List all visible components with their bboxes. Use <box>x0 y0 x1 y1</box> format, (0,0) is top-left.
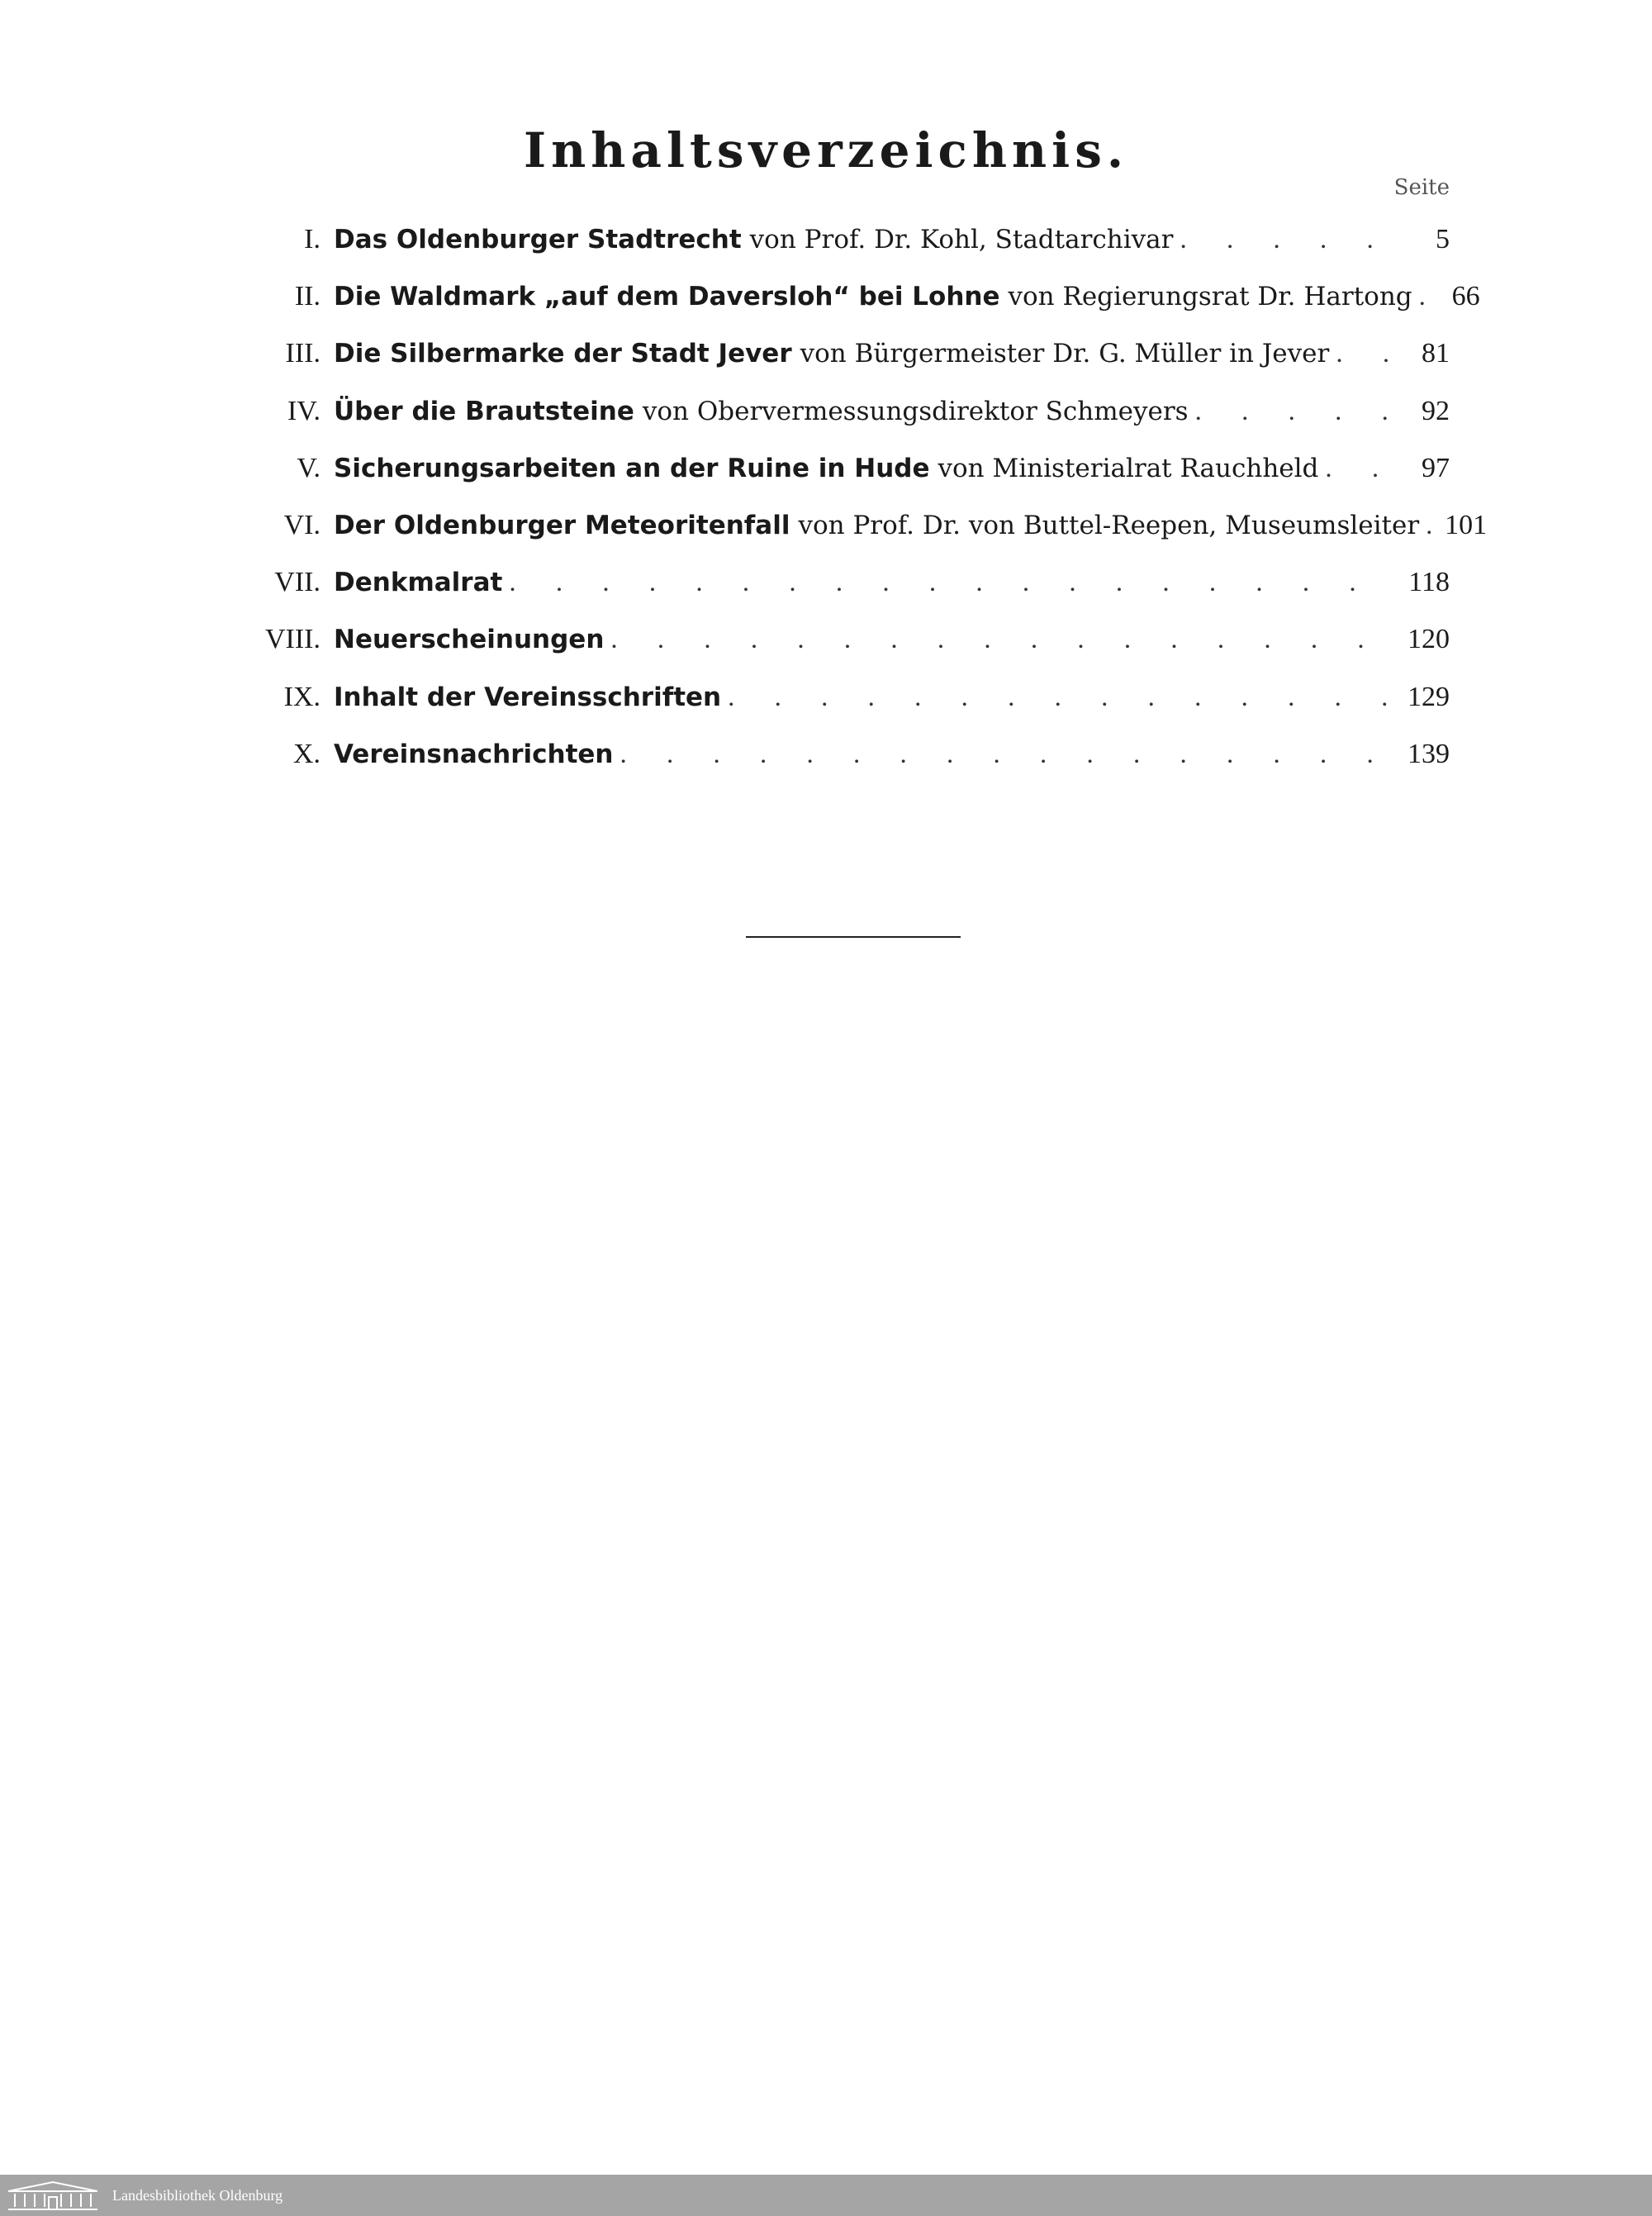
toc-entry-title: Das Oldenburger Stadtrecht <box>334 225 742 254</box>
toc-dot-leader <box>1329 326 1395 383</box>
toc-entry-2[interactable] <box>248 268 1480 325</box>
toc-dot-leader <box>502 554 1395 611</box>
toc-entry-number: VI. <box>283 509 320 540</box>
toc-dot-leader <box>604 611 1395 668</box>
toc-entry-page: 120 <box>1408 624 1450 655</box>
toc-entry-page: 81 <box>1422 338 1450 369</box>
library-name: Landesbibliothek Oldenburg <box>112 2186 283 2204</box>
toc-entry-author: von Bürgermeister Dr. G. Müller in Jever <box>800 339 1330 369</box>
toc-entry-1[interactable] <box>248 211 1450 268</box>
toc-entry-title: Neuerscheinungen <box>334 625 605 655</box>
toc-entry-page: 66 <box>1451 281 1480 312</box>
toc-entry-number: IX. <box>283 681 320 712</box>
section-end-rule <box>746 936 961 938</box>
toc-entry-title: Denkmalrat <box>334 568 503 598</box>
toc-entry-number: V. <box>297 452 320 483</box>
toc-entry-page: 101 <box>1445 509 1488 540</box>
toc-entry-page: 129 <box>1408 681 1450 712</box>
footer-bar <box>0 2175 1652 2216</box>
toc-entry-author: von Prof. Dr. von Buttel-Reepen, Museumsleiter <box>798 510 1420 540</box>
toc-entry-title: Über die Brautsteine <box>334 396 634 426</box>
toc-entry-number: X. <box>292 738 320 769</box>
toc-entry-author: von Prof. Dr. Kohl, Stadtarchivar <box>749 225 1174 254</box>
toc-entry-title: Inhalt der Vereinsschriften <box>334 682 722 712</box>
toc-dot-leader <box>1419 497 1432 554</box>
toc-entry-page: 92 <box>1422 395 1450 426</box>
toc-entry-4[interactable] <box>248 383 1450 440</box>
toc-entry-title: Die Waldmark „auf dem Daversloh“ bei Lohne <box>334 282 1000 312</box>
toc-entry-3[interactable] <box>248 325 1450 382</box>
toc-entry-number: IV. <box>287 395 320 426</box>
toc-entry-page: 139 <box>1408 738 1450 769</box>
toc-entry-6[interactable] <box>248 497 1488 554</box>
library-building-icon <box>7 2180 99 2211</box>
toc-dot-leader <box>1189 383 1395 440</box>
toc-dot-leader <box>721 669 1395 726</box>
toc-entry-author: von Ministerialrat Rauchheld <box>938 453 1319 483</box>
toc-dot-leader <box>614 726 1396 783</box>
toc-entry-9[interactable] <box>248 668 1450 725</box>
toc-entry-page: 97 <box>1422 452 1450 483</box>
toc-entry-number: VIII. <box>264 624 320 655</box>
page-column-label: Seite <box>1393 175 1450 200</box>
toc-entry-title: Der Oldenburger Meteoritenfall <box>334 510 790 540</box>
toc-entry-page: 118 <box>1408 567 1450 598</box>
table-of-contents <box>248 211 1488 782</box>
toc-entry-10[interactable] <box>248 725 1450 782</box>
toc-entry-page: 5 <box>1436 224 1450 254</box>
toc-entry-author: von Regierungsrat Dr. Hartong <box>1008 282 1412 312</box>
toc-entry-number: I. <box>304 224 320 254</box>
toc-entry-title: Vereinsnachrichten <box>334 739 614 769</box>
toc-dot-leader <box>1412 269 1426 326</box>
toc-dot-leader <box>1173 212 1395 269</box>
toc-entry-number: VII. <box>274 567 320 598</box>
toc-entry-title: Sicherungsarbeiten an der Ruine in Hude <box>334 453 930 483</box>
toc-entry-8[interactable] <box>248 611 1450 668</box>
toc-entry-author: von Obervermessungsdirektor Schmeyers <box>642 396 1189 426</box>
toc-entry-number: II. <box>294 281 320 312</box>
toc-dot-leader <box>1318 440 1395 497</box>
page-title: Inhaltsverzeichnis. <box>523 122 1129 178</box>
toc-entry-7[interactable] <box>248 554 1450 611</box>
toc-entry-number: III. <box>285 338 320 369</box>
toc-entry-5[interactable] <box>248 440 1450 497</box>
toc-entry-title: Die Silbermarke der Stadt Jever <box>334 339 792 369</box>
